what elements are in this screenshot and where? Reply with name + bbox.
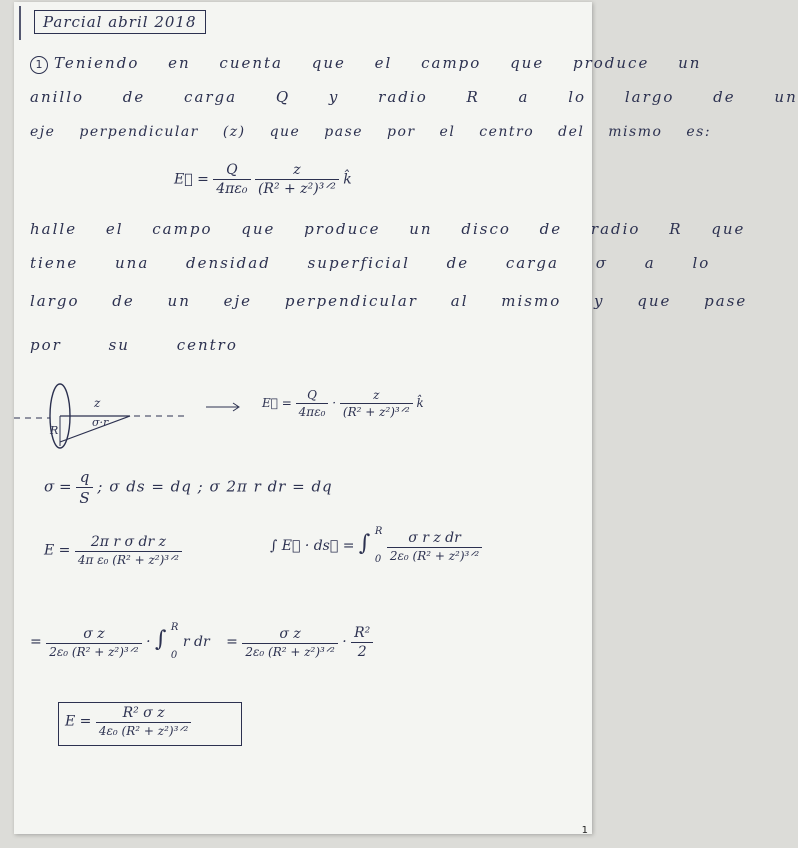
statement-line-1: Teniendo en cuenta que el campo que produce un — [54, 54, 702, 72]
integral-evaluation-step: = $\frac{\text{σ z}}{\text{2ε₀ (R² + z²)³ᐟ²}}$ · ∫ R 0 r dr = $\frac{\text{σ z}}{\text{2ε₀ (R² + z²)³ᐟ²}}$ · $\frac{\text{R²}}{2}$ — [30, 614, 373, 670]
statement-line-5: tiene una densidad superficial de carga σ a lo — [30, 254, 711, 272]
statement-line-7: por su centro — [30, 336, 238, 354]
result-equation: E = $\frac{\text{R² σ z}}{\text{4ε₀ (R² + z²)³ᐟ²}}$ — [65, 705, 191, 738]
gauss-integral-step: ∫ E⃗ · ds⃗ = ∫ R 0 $\frac{\text{σ r z dr}}{\text{2ε₀ (R² + z²)³ᐟ²}}$ — [270, 518, 482, 574]
exam-title: Parcial abril 2018 — [34, 10, 206, 34]
given-eq-frac-2: $\frac{z}{\text{(R² + z²)³ᐟ²}}$ — [255, 162, 339, 197]
result-box — [58, 702, 242, 746]
diagram-label-r: R — [50, 424, 59, 437]
diagram-equation: E⃗ = $\frac{Q}{\text{4πε₀}}$ · $\frac{z}{\text{(R² + z²)³ᐟ²}}$ k̂ — [262, 388, 424, 419]
statement-line-6: largo de un eje perpendicular al mismo y que pase — [30, 292, 748, 310]
page-number: 1 — [581, 825, 588, 836]
diagram-label-z: z — [94, 396, 101, 410]
paper-sheet — [14, 2, 798, 836]
disk-diagram — [14, 380, 214, 460]
sigma-step: σ = $\frac{q}{S}$ ; σ ds = dq ; σ 2π r dr = dq — [44, 468, 333, 507]
given-equation — [174, 162, 352, 197]
statement-line-2: anillo de carga Q y radio R a lo largo de un — [30, 88, 798, 106]
problem-number: 1 — [30, 56, 48, 74]
margin-line — [18, 6, 22, 46]
given-eq-lhs: E⃗ = — [174, 171, 209, 188]
statement-line-3: eje perpendicular (z) que pase por el centro del mismo es: — [30, 124, 712, 140]
given-eq-frac-1: $\frac{Q}{\text{4πε₀}}$ — [213, 162, 250, 197]
diagram-arrow — [206, 402, 246, 412]
diagram-label-dr: σ·r — [92, 416, 109, 429]
given-eq-unit: k̂ — [343, 171, 352, 188]
E-element-step: E = $\frac{\text{2π r σ dr z}}{\text{4π ε₀ (R² + z²)³ᐟ²}}$ — [44, 534, 182, 567]
integral-sign: ∫ — [358, 531, 371, 556]
statement-line-4: halle el campo que produce un disco de radio R que — [30, 220, 746, 238]
